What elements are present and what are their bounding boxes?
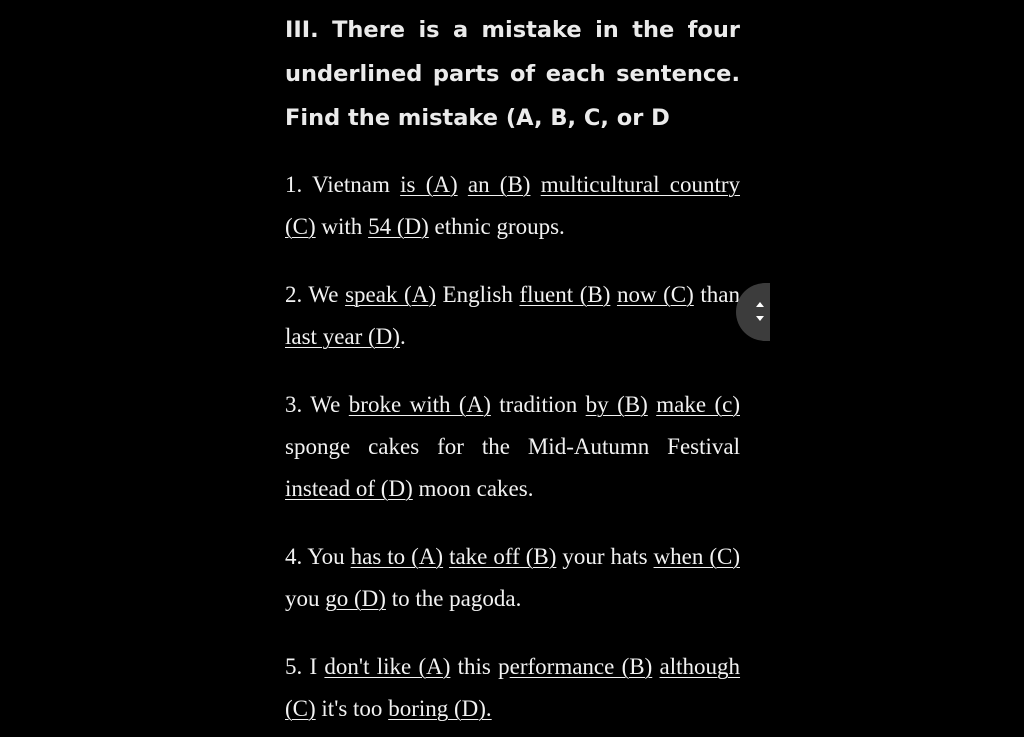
question-3: [285, 384, 740, 510]
sentence-text: your hats: [556, 544, 654, 569]
sentence-text: than: [693, 282, 740, 307]
answer-option: broke with (A): [348, 392, 491, 417]
answer-option: instead of (D): [285, 476, 413, 501]
sentence-text: to the pagoda.: [385, 586, 522, 611]
sentence-text: 2. We: [285, 282, 346, 307]
answer-option: multicultural country (C): [285, 172, 740, 239]
exercise-content: [285, 8, 740, 730]
answer-option: erformance (B): [509, 654, 653, 679]
question-5: [285, 646, 740, 730]
answer-option: is (A): [400, 172, 458, 197]
answer-option: 54 (D): [368, 214, 429, 239]
answer-option: boring (D).: [388, 696, 492, 721]
sentence-text: [610, 282, 617, 307]
sentence-text: with: [315, 214, 369, 239]
sentence-text: .: [399, 324, 406, 349]
sentence-text: [530, 172, 540, 197]
answer-option: take off (B): [449, 544, 557, 569]
sentence-text: [458, 172, 468, 197]
sentence-text: you: [285, 586, 326, 611]
answer-option: although (C): [285, 654, 741, 721]
chevron-up-icon[interactable]: [756, 302, 764, 307]
answer-option: last year (D): [285, 324, 400, 349]
sentence-text: 3. We: [285, 392, 349, 417]
sentence-text: [652, 654, 659, 679]
answer-option: an (B): [467, 172, 531, 197]
answer-option: now (C): [616, 282, 694, 307]
answer-option: don't like (A): [324, 654, 451, 679]
sentence-text: tradition: [490, 392, 586, 417]
answer-option: by (B): [585, 392, 648, 417]
answer-option: when (C): [653, 544, 740, 569]
sentence-text: it's too: [315, 696, 389, 721]
sentence-text: 4. You: [285, 544, 351, 569]
sentence-text: sponge cakes for the Mid-Autumn Festival: [285, 434, 740, 459]
sentence-text: English: [435, 282, 520, 307]
question-1: [285, 164, 740, 248]
answer-option: speak (A): [345, 282, 436, 307]
sentence-text: 1. Vietnam: [285, 172, 401, 197]
sentence-text: [648, 392, 656, 417]
sentence-text: ethnic groups.: [428, 214, 565, 239]
answer-option: go (D): [325, 586, 386, 611]
answer-option: make (c): [656, 392, 740, 417]
answer-option: has to (A): [350, 544, 444, 569]
chevron-down-icon[interactable]: [756, 316, 764, 321]
exercise-heading: III. There is a mistake in the four underlined parts of each sentence. Find the mistake (A, B, C, or D: [285, 17, 740, 131]
answer-option: fluent (B): [519, 282, 611, 307]
sentence-text: 5. I: [285, 654, 325, 679]
question-4: [285, 536, 740, 620]
scroll-handle[interactable]: [736, 283, 770, 341]
sentence-text: moon cakes.: [412, 476, 534, 501]
sentence-text: this p: [450, 654, 510, 679]
question-2: [285, 274, 740, 358]
